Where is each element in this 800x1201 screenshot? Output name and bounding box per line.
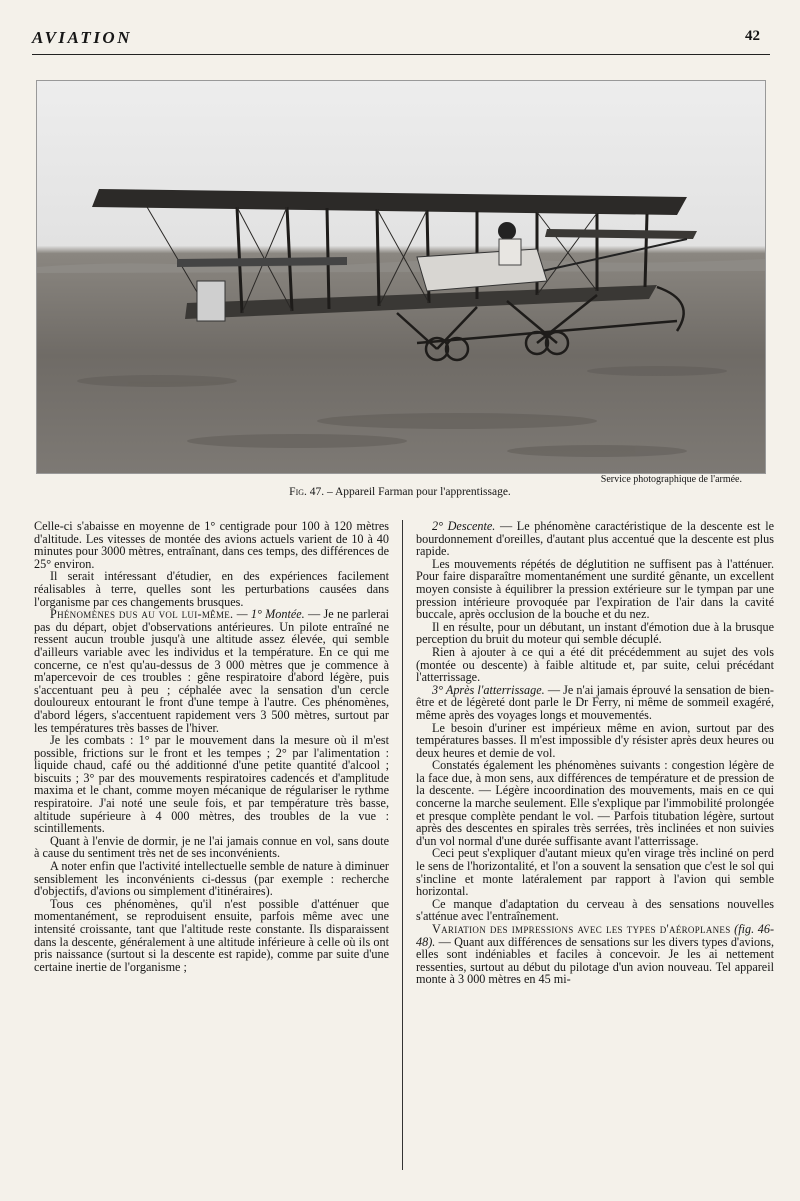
- ground-texture: [77, 366, 727, 457]
- paragraph: Le besoin d'uriner est impérieux même en avion, surtout par des températures basses. Il m'est impossible d'y résister après deux heures ou deux heures et demie de vol.: [416, 720, 774, 760]
- upper-wing: [92, 189, 687, 215]
- paragraph: A noter enfin que l'activité intellectuelle semble de nature à diminuer sensiblement les inconvénients ci-dessus (par exemple : recherche d'objectifs, d'avions ou simplement d'itinéraires).: [34, 859, 389, 899]
- subsection-label: 3° Après l'atterrissage.: [432, 682, 545, 697]
- paragraph-text: — Quant aux différences de sensations sur les divers types d'avions, elles sont indéniables et faciles à concevoir. Je les ai nettement ressenties, surtout au début du pilotage d'un avion nouveau. Tel appareil monte à 3 000 mètres en 45 mi-: [416, 934, 774, 987]
- paragraph-text: — Je ne parlerai pas du départ, objet d'observations antérieures. Un pilote entraîné ne ressent aucun trouble jusqu'à une altitude assez élevée, qui semble d'ailleurs variable avec les individus et la température. En ce qui me concerne, ce n'est qu'au-dessus de 3 000 mètres que je commence à m'apercevoir de ces troubles : gêne respiratoire d'abord légère, puis s'accentuant peu à peu ; céphalée avec la sensation d'un cercle douloureux entourant le front d'une tempe à l'autre. Ces phénomènes, d'abord légers, s'accentuent rapidement vers 3 500 mètres, surtout par les températures très basses de l'hiver.: [34, 607, 389, 735]
- subsection-label: — 1° Montée.: [233, 607, 305, 622]
- paragraph: Ceci peut s'expliquer d'autant mieux qu'en virage très incliné on perd le sens de l'horizontalité, et l'on a souvent la sensation que c'est le sol qui s'incline et monte latéralement par rapport à l'avion qui semble horizontal.: [416, 846, 774, 899]
- figure-caption: [0, 486, 800, 498]
- section-heading: Phénomènes dus au vol lui-même.: [50, 607, 234, 622]
- page-number: 42: [745, 28, 760, 44]
- paragraph-text: — Le phénomène caractéristique de la descente est le bourdonnement d'oreilles, d'autant plus accentué que la descente est plus rapide.: [416, 519, 774, 559]
- left-column: [34, 520, 389, 973]
- paragraph: Il serait intéressant d'étudier, en des expériences facilement réalisables à terre, quelles sont les perturbations causées dans l'organisme par ces changements brusques.: [34, 569, 389, 609]
- paragraph: [416, 520, 774, 558]
- paragraph-text: — Je n'ai jamais éprouvé la sensation de bien-être et de légèreté dont parle le Dr Ferry, ni même de sommeil exagéré, même après des voyages longs et mouvementés.: [416, 682, 774, 722]
- running-title: AVIATION: [32, 28, 132, 47]
- paragraph: Il en résulte, pour un débutant, un instant d'émotion due à la brusque perception du bruit du moteur qui semble décuplé.: [416, 619, 774, 647]
- nacelle: [417, 249, 547, 291]
- section-heading: Variation des impressions avec les types d'aéroplanes: [432, 922, 731, 936]
- figure-caption-text: – Appareil Farman pour l'apprentissage.: [324, 486, 511, 498]
- right-column: [416, 520, 774, 986]
- paragraph: Tous ces phénomènes, qu'il n'est possible d'atténuer que momentanément, se reproduisent ensuite, parfois même avec une intensité croissante, tant que l'altitude reste constante. Ils disparaissent dans la descente, généralement à une altitude inférieure à celle où ils ont pris naissance (surtout si la descente est rapide), comme par suite d'une certaine inertie de l'organisme ;: [34, 896, 389, 974]
- paragraph: [34, 608, 389, 734]
- paragraph: Celle-ci s'abaisse en moyenne de 1° centigrade pour 100 à 120 mètres d'altitude. Les vitesses de montée des avions actuels varient de 10 à 40 minutes pour 3000 mètres, entraînant, dans ces temps, des différences de 25° environ.: [34, 519, 389, 571]
- biplane-illustration: [37, 81, 765, 473]
- subsection-label: 2° Descente.: [432, 519, 496, 533]
- pilot: [498, 222, 516, 240]
- page-header: [32, 24, 760, 52]
- front-elevator: [545, 229, 697, 239]
- column-divider: [402, 520, 403, 1170]
- paragraph: Constatés également les phénomènes suivants : congestion légère de la face due, à mon sens, aux différences de température et de pression de la descente. — Légère incoordination des mouvements, mais en ce qui concerne la marche seulement. Elle s'explique par l'immobilité prolongée et presque complète pendant le vol. — Parfois titubation légère, surtout après des descentes en spirales très serrées, très inclinées et non suivies d'un vol normal d'une durée suffisante avant l'atterrissage.: [416, 758, 774, 848]
- tail-plane: [177, 257, 347, 267]
- rudder: [197, 281, 225, 321]
- paragraph: Ce manque d'adaptation du cerveau à des sensations nouvelles s'atténue avec l'entraînement.: [416, 896, 774, 924]
- farman-biplane-photo: [36, 80, 766, 474]
- pilot-body: [499, 239, 521, 265]
- figure-reference: (fig. 46-48).: [416, 922, 775, 949]
- figure-label: Fig. 47.: [289, 486, 325, 498]
- paragraph: Rien à ajouter à ce qui a été dit précédemment au sujet des vols (montée ou descente) à faible altitude et, par suite, celui précédant l'atterrissage.: [416, 644, 774, 685]
- header-rule: [32, 54, 770, 55]
- photo-credit: Service photographique de l'armée.: [600, 474, 742, 485]
- paragraph: [416, 684, 774, 722]
- paragraph: Je les combats : 1° par le mouvement dans la mesure où il m'est possible, frictions sur le front et les tempes ; 2° par l'alimentation : liquide chaud, café ou thé additionné d'une petite quantité d'alcool ; biscuits ; 3° par des mouvements respiratoires cadencés et d'amplitude maxima et le chant, comme moyen mécanique de régulariser le rythme respiratoire. J'ai noté une seule fois, et par température très basse, altitude supérieure à 4 000 mètres, des troubles de la vue : scintillements.: [34, 733, 389, 836]
- paragraph: Les mouvements répétés de déglutition ne suffisent pas à l'atténuer. Pour faire disparaître momentanément une surdité gênante, un excellent moyen consiste à équilibrer la pression extérieure sur le tympan par une pression intérieure provoquée par l'expiration de l'air dans la cavité buccale, après occlusion de la bouche et du nez.: [416, 556, 774, 622]
- paragraph: [416, 923, 774, 986]
- paragraph: Quant à l'envie de dormir, je ne l'ai jamais connue en vol, sans doute à cause du sentiment très net de ses inconvénients.: [34, 833, 389, 861]
- lower-wing: [185, 285, 657, 319]
